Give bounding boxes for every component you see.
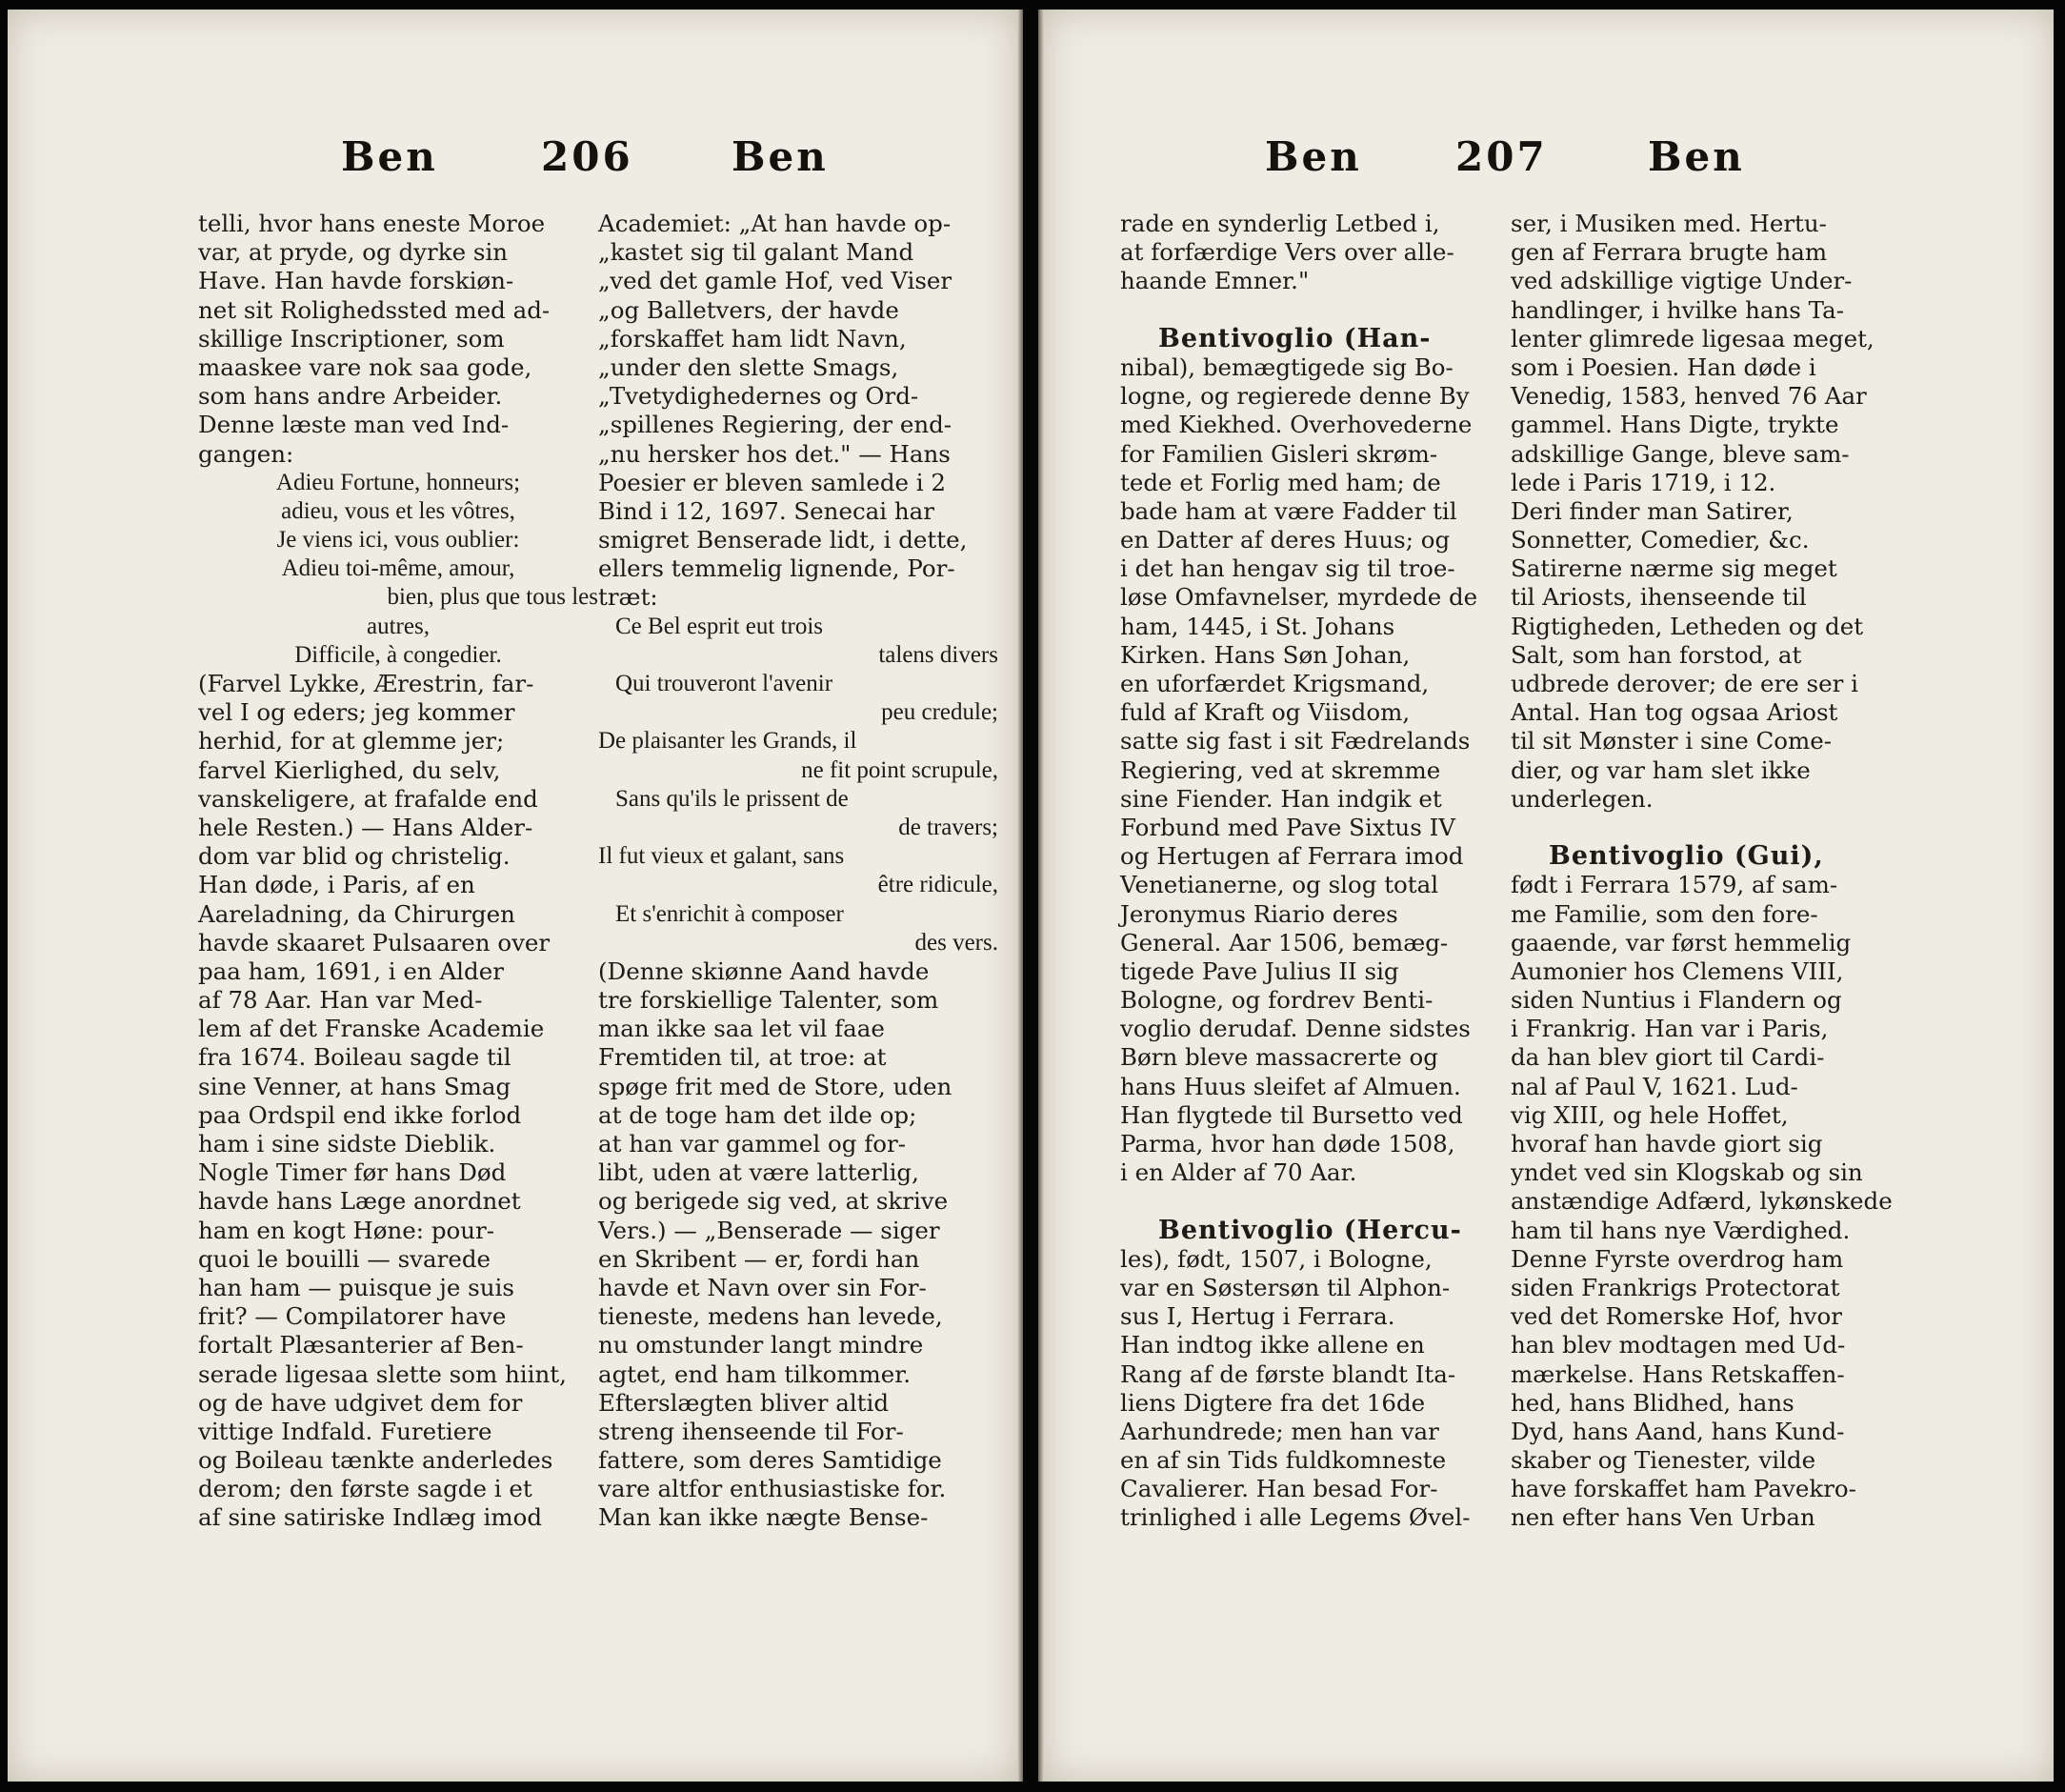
text-line: gammel. Hans Digte, trykte <box>1511 411 1839 439</box>
text-line: siden Frankrigs Protectorat <box>1511 1273 1840 1301</box>
text-line: hed, hans Blidhed, hans <box>1511 1388 1794 1417</box>
right-page-column-1 <box>1120 210 1520 1533</box>
text-line: lem af det Franske Academie <box>198 1015 545 1043</box>
text-line: som hans andre Arbeider. <box>198 382 503 411</box>
text-line: født i Ferrara 1579, af sam- <box>1511 871 1838 899</box>
gutter-shadow-left <box>1017 10 1023 1782</box>
text-line <box>1120 296 1520 325</box>
text-line: Academiet: „At han havde op- <box>598 210 952 237</box>
text-line: herhid, for at glemme jer; <box>198 727 505 755</box>
left-header-word-right: Ben <box>732 133 829 180</box>
text-line: havde skaaret Pulsaaren over <box>198 928 551 956</box>
text-line: (Denne skiønne Aand havde <box>598 956 930 985</box>
text-line: fortalt Plæsanterier af Ben- <box>198 1331 524 1359</box>
text-line: General. Aar 1506, bemæg- <box>1120 928 1449 956</box>
text-line: „spillenes Regiering, der end- <box>598 411 952 439</box>
text-line: til sit Mønster i sine Come- <box>1511 727 1832 755</box>
text-line: smigret Benserade lidt, i dette, <box>598 526 968 554</box>
text-line: han blev modtagen med Ud- <box>1511 1331 1846 1359</box>
text-line: vanskeligere, at frafalde end <box>198 784 538 813</box>
text-line: Ce Bel esprit eut trois <box>615 613 824 639</box>
text-line: tigede Pave Julius II sig <box>1120 956 1399 985</box>
text-line: libt, uden at være latterlig, <box>598 1158 919 1187</box>
text-line: autres, <box>367 613 430 639</box>
text-line: Aumonier hos Clemens VIII, <box>1511 956 1844 985</box>
text-line: lede i Paris 1719, i 12. <box>1511 468 1776 496</box>
text-line: at forfærdige Vers over alle- <box>1120 238 1454 267</box>
text-line: paa Ordspil end ikke forlod <box>198 1100 522 1129</box>
text-line: Kirken. Hans Søn Johan, <box>1120 640 1411 669</box>
text-line: de travers; <box>898 814 998 840</box>
text-line: af 78 Aar. Han var Med- <box>198 986 483 1015</box>
text-line: „ved det gamle Hof, ved Viser <box>598 267 952 295</box>
text-line: have forskaffet ham Pavekro- <box>1511 1475 1856 1503</box>
text-line: løse Omfavnelser, myrdede de <box>1120 583 1478 612</box>
text-line: Satirerne nærme sig meget <box>1511 554 1837 583</box>
text-line: serade ligesaa slette som hiint, <box>198 1359 567 1388</box>
text-line: havde hans Læge anordnet <box>198 1187 521 1216</box>
text-line: ham en kogt Høne: pour- <box>198 1216 495 1244</box>
text-line: quoi le bouilli — svarede <box>198 1244 491 1273</box>
text-line: Regiering, ved at skremme <box>1120 755 1441 784</box>
text-line: voglio derudaf. Denne sidstes <box>1120 1015 1471 1043</box>
text-line: tieneste, medens han levede, <box>598 1302 943 1331</box>
text-line: Bind i 12, 1697. Senecai har <box>598 496 935 525</box>
text-line <box>1120 1187 1520 1216</box>
text-line: „nu hersker hos det." — Hans <box>598 439 951 468</box>
text-line: Venetianerne, og slog total <box>1120 871 1439 899</box>
text-line: og Hertugen af Ferrara imod <box>1120 842 1464 871</box>
text-line: hvoraf han havde giort sig <box>1511 1130 1823 1158</box>
text-line: adskillige Gange, bleve sam- <box>1511 439 1850 468</box>
text-line: da han blev giort til Cardi- <box>1511 1043 1825 1072</box>
text-line: Børn bleve massacrerte og <box>1120 1043 1438 1072</box>
text-line: dom var blid og christelig. <box>198 842 511 871</box>
text-line: gen af Ferrara brugte ham <box>1511 238 1828 267</box>
entry-heading-line: Bentivoglio (Han- <box>1158 323 1432 353</box>
text-line: Han flygtede til Bursetto ved <box>1120 1100 1463 1129</box>
text-line: havde et Navn over sin For- <box>598 1273 927 1301</box>
left-header-word-left: Ben <box>341 133 438 180</box>
text-line: til Ariosts, ihenseende til <box>1511 583 1807 612</box>
text-line: nen efter hans Ven Urban <box>1511 1503 1815 1532</box>
text-line: De plaisanter les Grands, il <box>598 728 857 755</box>
text-line: i en Alder af 70 Aar. <box>1120 1158 1357 1187</box>
text-line: Deri finder man Satirer, <box>1511 496 1794 525</box>
text-line: underlegen. <box>1511 784 1654 813</box>
text-line: skaber og Tienester, vilde <box>1511 1446 1816 1475</box>
left-page-column-2 <box>598 210 998 1533</box>
text-line: derom; den første sagde i et <box>198 1475 532 1503</box>
text-line: vare altfor enthusiastiske for. <box>598 1475 947 1503</box>
text-line: at han var gammel og for- <box>598 1130 907 1158</box>
text-line: ved adskillige vigtige Under- <box>1511 267 1853 295</box>
text-line: Venedig, 1583, henved 76 Aar <box>1511 382 1867 411</box>
right-page-number: 207 <box>1455 133 1548 180</box>
text-line: en af sin Tids fuldkomneste <box>1120 1446 1447 1475</box>
text-line: Sans qu'ils le prissent de <box>615 785 849 812</box>
text-line: var, at pryde, og dyrke sin <box>198 238 509 267</box>
text-line: at de toge ham det ilde op; <box>598 1100 917 1129</box>
text-line: Je viens ici, vous oublier: <box>276 527 520 554</box>
text-line: ved det Romerske Hof, hvor <box>1511 1302 1842 1331</box>
text-line: nal af Paul V, 1621. Lud- <box>1511 1072 1798 1100</box>
text-line: „forskaffet ham lidt Navn, <box>598 324 907 352</box>
text-line: hele Resten.) — Hans Alder- <box>198 813 533 841</box>
text-line: talens divers <box>878 641 998 668</box>
text-line: Nogle Timer før hans Død <box>198 1158 507 1187</box>
text-line: og Boileau tænkte anderledes <box>198 1446 553 1475</box>
text-line: ellers temmelig lignende, Por- <box>598 554 955 583</box>
text-line: anstændige Adfærd, lykønskede <box>1511 1187 1893 1216</box>
entry-heading-line: Bentivoglio (Hercu- <box>1158 1215 1462 1245</box>
text-line: Denne læste man ved Ind- <box>198 411 510 439</box>
text-line: hans Huus sleifet af Almuen. <box>1120 1072 1461 1100</box>
text-line: han ham — puisque je suis <box>198 1273 514 1301</box>
text-line: vig XIII, og hele Hoffet, <box>1511 1100 1789 1129</box>
text-line: Sonnetter, Comedier, &c. <box>1511 526 1810 554</box>
entry-heading-line: Bentivoglio (Gui), <box>1549 841 1824 872</box>
text-line: tede et Forlig med ham; de <box>1120 468 1441 496</box>
text-line: gaaende, var først hemmelig <box>1511 928 1852 956</box>
text-line: bien, plus que tous les <box>387 584 598 611</box>
text-line: en Datter af deres Huus; og <box>1120 526 1451 554</box>
text-line: frit? — Compilatorer have <box>198 1302 507 1331</box>
text-line: spøge frit med de Store, uden <box>598 1072 952 1100</box>
right-header-word-right: Ben <box>1648 133 1745 180</box>
text-line: Have. Han havde forskiøn- <box>198 267 514 295</box>
text-line: vittige Indfald. Furetiere <box>198 1417 492 1445</box>
text-line: sus I, Hertug i Ferrara. <box>1120 1302 1395 1331</box>
text-line: ser, i Musiken med. Hertu- <box>1511 210 1827 237</box>
text-line: bade ham at være Fadder til <box>1120 496 1457 525</box>
text-line: Forbund med Pave Sixtus IV <box>1120 813 1455 841</box>
text-line: Aareladning, da Chirurgen <box>198 899 515 928</box>
text-line: nu omstunder langt mindre <box>598 1331 924 1359</box>
text-line: trinlighed i alle Legems Øvel- <box>1120 1503 1471 1532</box>
text-line: Fremtiden til, at troe: at <box>598 1043 887 1072</box>
text-line: Aarhundrede; men han var <box>1120 1417 1439 1445</box>
text-line: en Skribent — er, fordi han <box>598 1244 920 1273</box>
text-line: ham i sine sidste Dieblik. <box>198 1130 496 1158</box>
text-line: lenter glimrede ligesaa meget, <box>1511 324 1875 352</box>
text-line: être ridicule, <box>877 872 998 898</box>
text-line: ham, 1445, i St. Johans <box>1120 612 1395 640</box>
text-line: gangen: <box>198 439 294 468</box>
text-line: udbrede derover; de ere ser i <box>1511 670 1858 697</box>
text-line: „under den slette Smags, <box>598 352 899 381</box>
right-header-word-left: Ben <box>1265 133 1362 180</box>
text-line: og de have udgivet dem for <box>198 1388 523 1417</box>
text-line: Poesier er bleven samlede i 2 <box>598 468 946 496</box>
text-line: Rigtigheden, Letheden og det <box>1511 612 1864 640</box>
text-line: af sine satiriske Indlæg imod <box>198 1503 543 1532</box>
text-line: med Kiekhed. Overhovederne <box>1120 411 1473 439</box>
text-line: „Tvetydighedernes og Ord- <box>598 382 919 411</box>
right-page <box>1044 10 2054 1782</box>
text-line: Antal. Han tog ogsaa Ariost <box>1511 698 1838 727</box>
text-line: sine Fiender. Han indgik et <box>1120 784 1442 813</box>
text-line: Han indtog ikke allene en <box>1120 1331 1425 1359</box>
text-line: en uforfærdet Krigsmand, <box>1120 670 1430 697</box>
text-line: fattere, som deres Samtidige <box>598 1446 942 1475</box>
left-page <box>8 10 1017 1782</box>
text-line: (Farvel Lykke, Ærestrin, far- <box>198 670 534 697</box>
text-line: me Familie, som den fore- <box>1511 899 1818 928</box>
text-line: „kastet sig til galant Mand <box>598 238 914 267</box>
text-line: træt: <box>598 583 658 612</box>
text-line: „og Balletvers, der havde <box>598 295 899 324</box>
text-line: Man kan ikke nægte Bense- <box>598 1503 929 1532</box>
text-line: vel I og eders; jeg kommer <box>198 698 515 727</box>
text-line: Dyd, hans Aand, hans Kund- <box>1511 1417 1845 1445</box>
text-line: i Frankrig. Han var i Paris, <box>1511 1015 1829 1043</box>
text-line: Il fut vieux et galant, sans <box>598 843 845 870</box>
text-line: maaskee vare nok saa gode, <box>198 352 532 381</box>
text-line: siden Nuntius i Flandern og <box>1511 986 1842 1015</box>
text-line: skillige Inscriptioner, som <box>198 324 505 352</box>
text-line: man ikke saa let vil faae <box>598 1015 885 1043</box>
text-line: handlinger, i hvilke hans Ta- <box>1511 295 1844 324</box>
text-line: sine Venner, at hans Smag <box>198 1072 511 1100</box>
text-line: ham til hans nye Værdighed. <box>1511 1216 1851 1244</box>
text-line: Et s'enrichit à composer <box>615 900 844 927</box>
text-line: net sit Rolighedssted med ad- <box>198 295 551 324</box>
text-line: fuld af Kraft og Viisdom, <box>1120 698 1411 727</box>
left-page-number: 206 <box>541 133 633 180</box>
text-line: Parma, hvor han døde 1508, <box>1120 1130 1455 1158</box>
text-line: Cavalierer. Han besad For- <box>1120 1475 1438 1503</box>
text-line: Efterslægten bliver altid <box>598 1388 890 1417</box>
text-line: Adieu toi-même, amour, <box>281 555 515 582</box>
text-line: Jeronymus Riario deres <box>1120 899 1398 928</box>
text-line: peu credule; <box>881 699 998 726</box>
text-line: for Familien Gisleri skrøm- <box>1120 439 1438 468</box>
text-line: ne fit point scrupule, <box>801 756 998 783</box>
text-line: logne, og regierede denne By <box>1120 382 1470 411</box>
text-line: Adieu Fortune, honneurs; <box>275 469 521 495</box>
text-line: i det han hengav sig til troe- <box>1120 554 1455 583</box>
text-line: fra 1674. Boileau sagde til <box>198 1043 511 1072</box>
text-line: Denne Fyrste overdrog ham <box>1511 1244 1844 1273</box>
text-line: streng ihenseende til For- <box>598 1417 904 1445</box>
text-line: Vers.) — „Benserade — siger <box>598 1216 940 1244</box>
text-line: mærkelse. Hans Retskaffen- <box>1511 1359 1845 1388</box>
text-line: Qui trouveront l'avenir <box>615 671 833 696</box>
text-line: des vers. <box>914 929 998 956</box>
text-line: adieu, vous et les vôtres, <box>281 497 515 524</box>
text-line: Salt, som han forstod, at <box>1511 640 1802 669</box>
text-line: tre forskiellige Talenter, som <box>598 986 939 1015</box>
text-line: dier, og var ham slet ikke <box>1511 755 1811 784</box>
text-line: telli, hvor hans eneste Moroe <box>198 210 546 237</box>
text-line: Difficile, à congedier. <box>294 641 502 668</box>
text-line: Han døde, i Paris, af en <box>198 871 475 899</box>
right-page-column-2 <box>1511 210 1911 1533</box>
text-line: paa ham, 1691, i en Alder <box>198 956 504 985</box>
text-line: liens Digtere fra det 16de <box>1120 1388 1426 1417</box>
text-line: som i Poesien. Han døde i <box>1511 352 1816 381</box>
left-page-column-1 <box>198 210 598 1533</box>
text-line: nibal), bemægtigede sig Bo- <box>1120 352 1454 381</box>
text-line: farvel Kierlighed, du selv, <box>198 755 501 784</box>
text-line: les), født, 1507, i Bologne, <box>1120 1244 1433 1273</box>
text-line: satte sig fast i sit Fædrelands <box>1120 727 1471 755</box>
text-line: agtet, end ham tilkommer. <box>598 1359 912 1388</box>
text-line: yndet ved sin Klogskab og sin <box>1511 1158 1863 1187</box>
text-line: Bologne, og fordrev Benti- <box>1120 986 1433 1015</box>
text-line: og berigede sig ved, at skrive <box>598 1187 949 1216</box>
text-line: var en Søstersøn til Alphon- <box>1120 1273 1451 1301</box>
text-line: Rang af de første blandt Ita- <box>1120 1359 1456 1388</box>
text-line: haande Emner." <box>1120 267 1310 295</box>
text-line: rade en synderlig Letbed i, <box>1120 210 1440 237</box>
text-line <box>1511 814 1911 842</box>
